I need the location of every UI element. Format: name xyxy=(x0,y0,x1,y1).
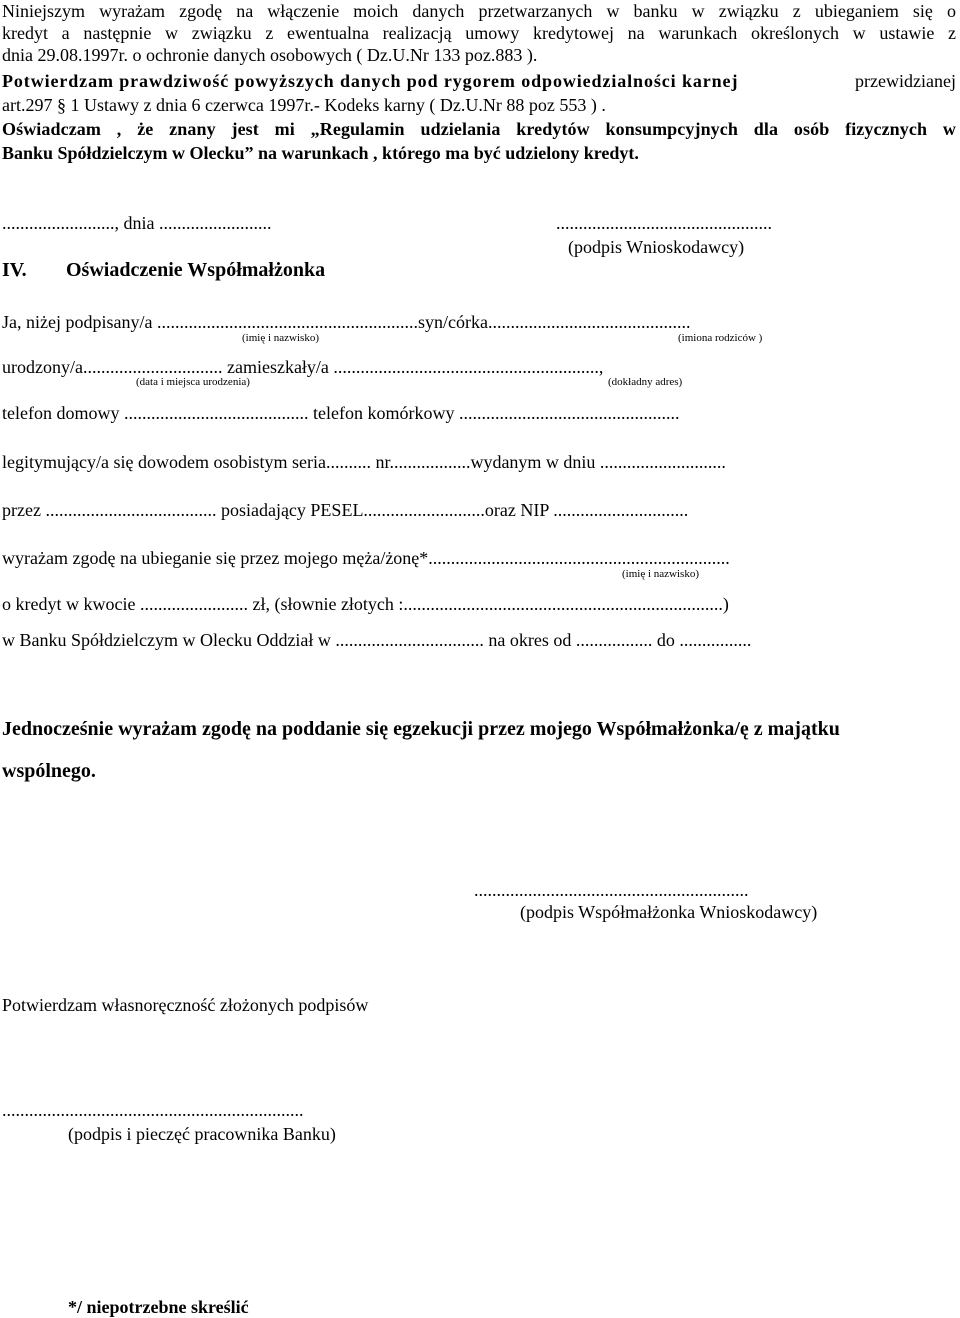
intro-line-7: Banku Spółdzielczym w Olecku” na warunkach , którego ma być udzielony kredyt. xyxy=(2,143,639,163)
section-title: Oświadczenie Współmałżonka xyxy=(66,259,326,281)
row-branch-period[interactable]: w Banku Spółdzielczym w Olecku Oddział w ................................. na okres od ................. do ................ xyxy=(2,630,752,650)
row-birth-address[interactable]: urodzony/a............................... zamieszkały/a ..........................................................., xyxy=(2,357,604,377)
truthfulness-statement: Potwierdzam prawdziwość powyższych danych pod rygorem odpowiedzialności karnej xyxy=(2,71,739,91)
consent-line-2: wspólnego. xyxy=(2,760,96,782)
intro-line-4 xyxy=(2,70,956,92)
bank-employee-signature-line[interactable]: ................................................................... xyxy=(2,1100,304,1120)
caption-parents: (imiona rodziców ) xyxy=(678,332,763,344)
signature-confirmation: Potwierdzam własnoręczność złożonych podpisów xyxy=(2,995,369,1015)
caption-birth: (data i miejsca urodzenia) xyxy=(136,376,250,388)
bank-employee-signature-caption: (podpis i pieczęć pracownika Banku) xyxy=(68,1124,336,1144)
row-spouse-consent[interactable]: wyrażam zgodę na ubieganie się przez mojego męża/żonę*................................................................... xyxy=(2,548,730,568)
row-phones[interactable]: telefon domowy ......................................... telefon komórkowy ................................................. xyxy=(2,403,680,423)
intro-line-3: dnia 29.08.1997r. o ochronie danych osobowych ( Dz.U.Nr 133 poz.883 ). xyxy=(2,45,538,65)
truthfulness-statement-tail: przewidzianej xyxy=(855,71,956,91)
section-number: IV. xyxy=(2,259,27,281)
intro-line-6: Oświadczam , że znany jest mi „Regulamin udzielania kredytów konsumpcyjnych dla osób fizycznych w xyxy=(2,119,956,139)
spouse-signature-line[interactable]: ............................................................. xyxy=(474,880,749,900)
applicant-signature-line[interactable]: ................................................ xyxy=(556,213,772,233)
applicant-signature-caption: (podpis Wnioskodawcy) xyxy=(568,237,745,257)
caption-address: (dokładny adres) xyxy=(608,376,683,388)
place-date-field[interactable]: ........................., dnia ......................... xyxy=(2,213,272,233)
footnote: */ niepotrzebne skreślić xyxy=(68,1297,249,1317)
row-id-card[interactable]: legitymujący/a się dowodem osobistym seria.......... nr..................wydanym w dniu ............................ xyxy=(2,452,726,472)
intro-line-5: art.297 § 1 Ustawy z dnia 6 czerwca 1997r.- Kodeks karny ( Dz.U.Nr 88 poz 553 ) . xyxy=(2,95,606,115)
intro-line-2: kredyt a następnie w związku z ewentualna realizacją umowy kredytowej na warunkach określonych w ustawie z xyxy=(2,23,956,43)
row-name-parents[interactable]: Ja, niżej podpisany/a ..........................................................syn/córka............................................. xyxy=(2,312,691,332)
row-credit-amount[interactable]: o kredyt w kwocie ........................ zł, (słownie złotych :.......................................................................) xyxy=(2,594,729,614)
caption-spouse-name: (imię i nazwisko) xyxy=(622,568,699,580)
intro-line-1: Niniejszym wyrażam zgodę na włączenie moich danych przetwarzanych w banku w związku z ubieganiem się o xyxy=(2,1,956,21)
consent-line-1: Jednocześnie wyrażam zgodę na poddanie się egzekucji przez mojego Współmałżonka/ę z majątku xyxy=(2,718,840,740)
row-pesel-nip[interactable]: przez ...................................... posiadający PESEL...........................oraz NIP .............................. xyxy=(2,500,689,520)
caption-name: (imię i nazwisko) xyxy=(242,332,319,344)
spouse-signature-caption: (podpis Współmałżonka Wnioskodawcy) xyxy=(520,902,818,922)
